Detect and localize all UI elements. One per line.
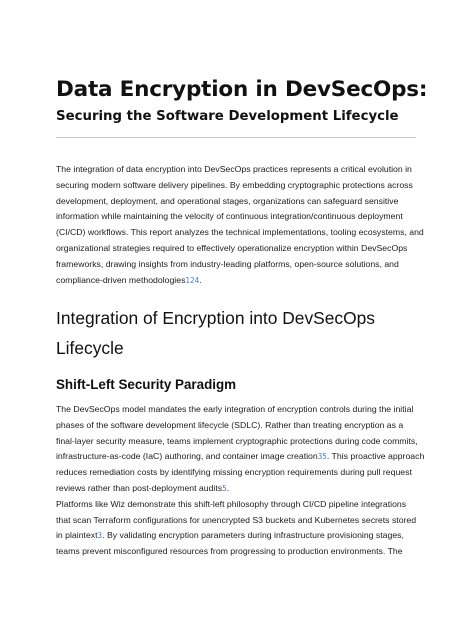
text-line: organizational strategies required to effectively operationalize encryption within DevSecOps xyxy=(56,242,408,253)
line-text: infrastructure-as-code (IaC) authoring, and container image creation xyxy=(56,451,318,462)
text-line: The integration of data encryption into DevSecOps practices represents a critical evolution in xyxy=(56,164,412,174)
section-heading xyxy=(56,303,426,363)
title-divider xyxy=(56,137,416,138)
text-line: reduces remediation costs by identifying missing encryption requirements during pull request xyxy=(56,467,412,478)
text-line xyxy=(56,273,426,289)
text-line: The DevSecOps model mandates the early integration of encryption controls during the initial xyxy=(56,404,414,414)
intro-paragraph xyxy=(56,162,426,288)
line-text: . xyxy=(226,482,230,493)
citation-link[interactable]: 35 xyxy=(317,452,327,462)
line-text: . This proactive approach xyxy=(326,451,425,462)
text-line xyxy=(56,528,426,544)
line-text: . xyxy=(199,274,202,285)
text-line: (CI/CD) workflows. This report analyzes the technical implementations, tooling ecosystems, and xyxy=(56,227,424,238)
text-line: development, deployment, and operational stages, organizations can safeguard sensitive xyxy=(56,195,399,206)
text-line xyxy=(56,481,426,497)
line-text: compliance-driven methodologies xyxy=(56,274,186,285)
heading-line: Integration of Encryption into DevSecOps xyxy=(56,308,376,328)
text-line: that scan Terraform configurations for unencrypted S3 buckets and Kubernetes secrets stored xyxy=(56,514,417,525)
heading-line: Lifecycle xyxy=(56,338,124,358)
citation-link[interactable]: 5 xyxy=(222,483,227,493)
document-title: Data Encryption in DevSecOps: xyxy=(56,77,428,102)
citation-link[interactable]: 3 xyxy=(97,531,103,541)
text-line: teams prevent misconfigured resources from progressing to production environments. The xyxy=(56,546,403,557)
text-line: frameworks, drawing insights from industry-leading platforms, open-source solutions, and xyxy=(56,258,399,269)
text-line: final-layer security measure, teams implement cryptographic protections during code commits, xyxy=(56,435,418,446)
line-text: . By validating encryption parameters during infrastructure provisioning stages, xyxy=(102,530,404,541)
text-line: securing modern software delivery pipelines. By embedding cryptographic protections across xyxy=(56,179,413,190)
citation-link[interactable]: 124 xyxy=(185,275,200,285)
text-line xyxy=(56,449,426,465)
subsection-heading: Shift-Left Security Paradigm xyxy=(56,377,237,392)
line-text: reviews rather than post-deployment audits xyxy=(56,482,223,493)
document-subtitle: Securing the Software Development Lifecycle xyxy=(56,109,399,124)
line-text: in plaintext xyxy=(56,530,98,541)
text-line: information while maintaining the velocity of continuous integration/continuous deployment xyxy=(56,211,403,222)
shift-left-paragraph xyxy=(56,402,426,560)
text-line: phases of the software development lifecycle (SDLC). Rather than treating encryption as a xyxy=(56,419,404,430)
text-line: Platforms like Wiz demonstrate this shift-left philosophy through CI/CD pipeline integrations xyxy=(56,498,407,509)
